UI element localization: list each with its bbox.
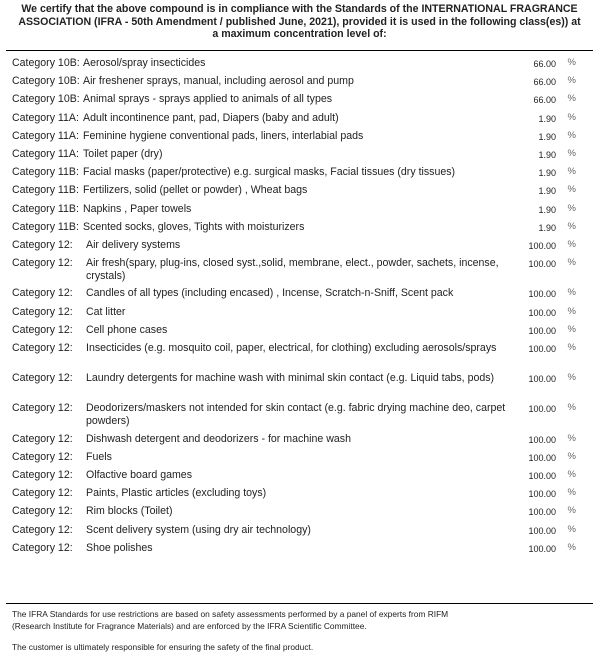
category-code: Category 12:	[12, 372, 73, 385]
percent-unit: %	[567, 75, 576, 87]
category-code: Category 11A:	[12, 129, 79, 142]
category-description: Rim blocks (Toilet)	[86, 505, 173, 518]
max-concentration-value: 100.00	[528, 307, 556, 318]
max-concentration-value: 66.00	[533, 77, 556, 88]
category-code: Category 12:	[12, 257, 73, 270]
max-concentration-value: 100.00	[528, 325, 556, 336]
max-concentration-value: 100.00	[528, 404, 556, 415]
category-code: Category 12:	[12, 402, 73, 415]
percent-unit: %	[567, 342, 576, 353]
footer-disclaimer	[12, 642, 587, 654]
category-description: Animal sprays - sprays applied to animals of all types	[83, 93, 333, 106]
max-concentration-value: 100.00	[528, 543, 556, 554]
header-line-3: a maximum concentration level of:	[212, 28, 387, 40]
category-code: Category 12:	[12, 323, 73, 336]
category-code: Category 12:	[12, 342, 73, 354]
category-code: Category 11B:	[12, 166, 79, 179]
category-description: Air freshener sprays, manual, including aerosol and pump	[83, 75, 354, 88]
percent-unit: %	[567, 202, 576, 214]
percent-unit: %	[567, 505, 576, 517]
category-description: Air fresh(spary, plug-ins, closed syst.,solid, membrane, elect., powder, sachets, incense, crystals)	[86, 257, 499, 282]
percent-unit: %	[567, 402, 576, 414]
category-code: Category 12:	[12, 287, 73, 300]
category-code: Category 10B:	[12, 93, 80, 106]
max-concentration-value: 1.90	[538, 150, 556, 160]
category-code: Category 12:	[12, 469, 73, 481]
category-description: Insecticides (e.g. mosquito coil, paper, electrical, for clothing) excluding aerosols/sprays	[86, 342, 497, 354]
top-divider	[6, 50, 593, 51]
category-description: Facial masks (paper/protective) e.g. surgical masks, Facial tissues (dry tissues)	[83, 166, 456, 179]
category-description: Scented socks, gloves, Tights with moisturizers	[83, 220, 305, 233]
percent-unit: %	[567, 450, 576, 462]
percent-unit: %	[567, 239, 576, 250]
max-concentration-value: 100.00	[528, 374, 556, 385]
category-description: Cell phone cases	[86, 323, 168, 336]
max-concentration-value: 100.00	[528, 471, 556, 481]
percent-unit: %	[567, 57, 576, 68]
max-concentration-value: 100.00	[528, 344, 556, 354]
category-code: Category 12:	[12, 505, 73, 518]
category-description: Air delivery systems	[86, 239, 181, 251]
max-concentration-value: 1.90	[538, 131, 556, 142]
percent-unit: %	[567, 184, 576, 196]
percent-unit: %	[567, 111, 576, 123]
max-concentration-value: 1.90	[538, 222, 556, 233]
max-concentration-value: 100.00	[528, 259, 556, 270]
category-description: Olfactive board games	[86, 469, 192, 481]
category-description: Deodorizers/maskers not intended for skin contact (e.g. fabric drying machine deo, carpet powders)	[86, 402, 506, 427]
category-code: Category 12:	[12, 432, 73, 445]
header-line-1: We certify that the above compound is in compliance with the Standards of the INTERNATIONAL FRAGRANCE	[21, 3, 578, 15]
category-description: Napkins , Paper towels	[83, 202, 192, 215]
footer-note	[12, 609, 587, 632]
category-description: Laundry detergents for machine wash with minimal skin contact (e.g. Liquid tabs, pods)	[86, 372, 495, 385]
percent-unit: %	[567, 487, 576, 499]
footer-note-line-1: The IFRA Standards for use restrictions are based on safety assessments performed by a panel of experts from RIFM	[12, 609, 449, 619]
category-code: Category 11B:	[12, 202, 79, 215]
category-code: Category 12:	[12, 239, 73, 251]
max-concentration-value: 100.00	[528, 525, 556, 536]
footer-disclaimer-text: The customer is ultimately responsible for ensuring the safety of the final product.	[12, 642, 314, 652]
category-code: Category 11A:	[12, 111, 79, 124]
category-description: Candles of all types (including encased) , Incense, Scratch-n-Sniff, Scent pack	[86, 287, 454, 300]
category-code: Category 12:	[12, 523, 73, 536]
category-code: Category 12:	[12, 541, 73, 554]
category-description: Feminine hygiene conventional pads, liners, interlabial pads	[83, 129, 364, 142]
percent-unit: %	[567, 148, 576, 159]
percent-unit: %	[567, 166, 576, 178]
max-concentration-value: 66.00	[533, 95, 556, 106]
category-code: Category 12:	[12, 305, 73, 318]
percent-unit: %	[567, 469, 576, 480]
max-concentration-value: 1.90	[538, 113, 556, 124]
category-code: Category 11B:	[12, 220, 79, 233]
bottom-divider	[6, 603, 593, 604]
max-concentration-value: 100.00	[528, 241, 556, 251]
max-concentration-value: 66.00	[533, 59, 556, 69]
category-description: Adult incontinence pant, pad, Diapers (baby and adult)	[83, 111, 339, 124]
percent-unit: %	[567, 93, 576, 105]
category-description: Aerosol/spray insecticides	[83, 57, 206, 69]
category-code: Category 10B:	[12, 57, 80, 69]
percent-unit: %	[567, 305, 576, 317]
max-concentration-value: 100.00	[528, 507, 556, 518]
max-concentration-value: 1.90	[538, 204, 556, 215]
max-concentration-value: 1.90	[538, 186, 556, 197]
category-code: Category 12:	[12, 487, 73, 500]
category-code: Category 11A:	[12, 148, 79, 160]
max-concentration-value: 100.00	[528, 434, 556, 445]
percent-unit: %	[567, 220, 576, 232]
percent-unit: %	[567, 129, 576, 141]
header-line-2: ASSOCIATION (IFRA - 50th Amendment / published June, 2021), provided it is used in the following class(es)) at	[18, 15, 581, 28]
category-description: Paints, Plastic articles (excluding toys)	[86, 487, 267, 500]
category-description: Fertilizers, solid (pellet or powder) , Wheat bags	[83, 184, 308, 197]
max-concentration-value: 100.00	[528, 452, 556, 463]
category-description: Scent delivery system (using dry air technology)	[86, 523, 311, 536]
percent-unit: %	[567, 257, 576, 269]
percent-unit: %	[567, 432, 576, 444]
percent-unit: %	[567, 372, 576, 384]
percent-unit: %	[567, 323, 576, 335]
certification-header	[6, 3, 593, 41]
percent-unit: %	[567, 523, 576, 535]
category-code: Category 12:	[12, 450, 73, 463]
category-description: Cat litter	[86, 305, 126, 318]
category-description: Shoe polishes	[86, 541, 153, 554]
category-code: Category 10B:	[12, 75, 80, 88]
max-concentration-value: 100.00	[528, 289, 556, 300]
category-description: Fuels	[86, 450, 112, 463]
percent-unit: %	[567, 287, 576, 299]
footer-note-line-2: (Research Institute for Fragrance Materials) and are enforced by the IFRA Scientific Committee.	[12, 620, 367, 631]
max-concentration-value: 1.90	[538, 168, 556, 179]
max-concentration-value: 100.00	[528, 489, 556, 500]
category-description: Toilet paper (dry)	[83, 148, 163, 160]
category-description: Dishwash detergent and deodorizers - for machine wash	[86, 432, 351, 445]
category-code: Category 11B:	[12, 184, 79, 197]
percent-unit: %	[567, 541, 576, 553]
